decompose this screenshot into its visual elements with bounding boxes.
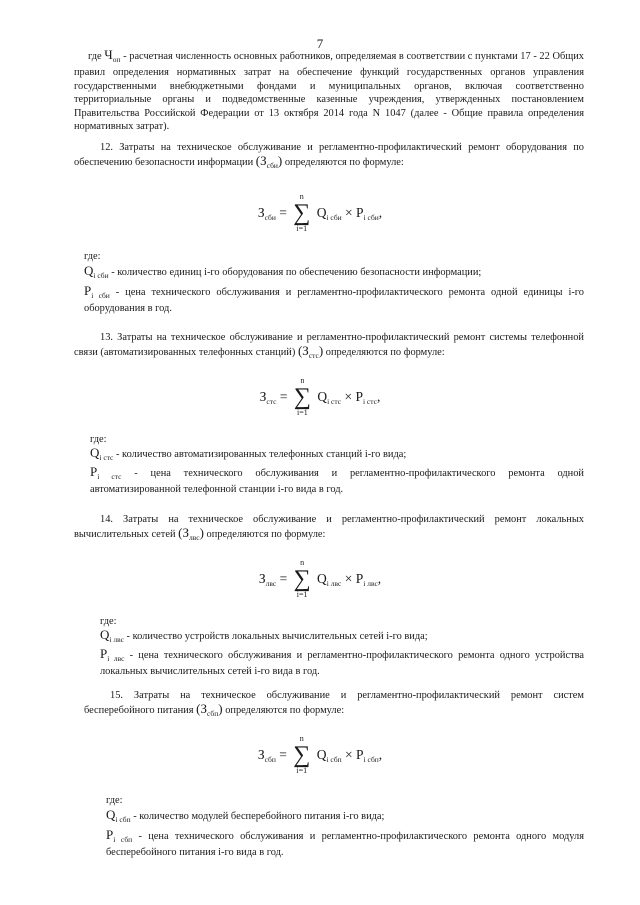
where-label-15: где: (106, 795, 123, 806)
intro-text: - расчетная численность основных работников, определяемая в соответствии с пунктами 17 - 22 Общих правил определения нормативных затрат на обеспечение функций государственных органов управления государственными внебюджетными фондами и муниципальных органов, включая соответственно территориальные органы и подведомственные казенные учреждения, утвержденных постановлением Правительства Российской Федерации от 13 октября 2014 года N 1047 (далее - Общие правила определения нормативных затрат). (74, 51, 584, 133)
sigma-15: n ∑ i=1 (293, 734, 311, 775)
z-symbol-15: $(З_{сбп})$ (196, 701, 223, 719)
q-definition-14: $Q_{i лвс}$ - количество устройств локальных вычислительных сетей i-го вида; (100, 627, 428, 644)
section-12-paragraph: 12. Затраты на техническое обслуживание и регламентно-профилактический ремонт оборудования по обеспечению безопасности информации $(З_{сби})$ определяются по формуле: (74, 142, 584, 171)
formula-13: $З_{стс}$ = n ∑ i=1 $Q_{i стс} \times P_{i стс}$, (259, 376, 381, 417)
p-definition-13: $P_{i стс}$ - цена технического обслуживания и регламентно-профилактического ремонта одной автоматизированной телефонной станции i-го вида в год. (90, 464, 584, 496)
where-label: где (88, 51, 102, 62)
section-13-paragraph: 13. Затраты на техническое обслуживание и регламентно-профилактический ремонт системы телефонной связи (автоматизированных телефонных станций) $(З_{стс})$ определяются по формуле: (74, 332, 584, 361)
q-definition-15: $Q_{i сбп}$ - количество модулей бесперебойного питания i-го вида; (106, 807, 385, 824)
where-label-13: где: (90, 434, 107, 445)
z-symbol-12: $(З_{сби})$ (255, 153, 283, 171)
p-definition-12: $P_{i сби}$ - цена технического обслуживания и регламентно-профилактического ремонта одной единицы i-го оборудования в год. (84, 283, 584, 315)
where-label-14: где: (100, 616, 117, 627)
formula-15: $З_{сбп}$ = n ∑ i=1 $Q_{i сбп} \times P_{i сбп}$, (257, 734, 383, 775)
section-15-paragraph: 15. Затраты на техническое обслуживание и регламентно-профилактический ремонт систем бесперебойного питания $(З_{сбп})$ определяются по формуле: (84, 690, 584, 719)
q-definition-13: $Q_{i стс}$ - количество автоматизированных телефонных станций i-го вида; (90, 445, 407, 462)
q-definition-12: $Q_{i сби}$ - количество единиц i-го оборудования по обеспечению безопасности информации; (84, 263, 482, 280)
sigma-13: n ∑ i=1 (293, 376, 311, 417)
sigma-14: n ∑ i=1 (293, 558, 311, 599)
z-symbol-14: $(З_{лвс})$ (178, 525, 204, 543)
formula-14: $З_{лвс}$ = n ∑ i=1 $Q_{i лвс} \times P_{i лвс}$, (258, 558, 382, 599)
z-symbol-13: $(З_{стс})$ (297, 343, 324, 361)
sigma-12: n ∑ i=1 (293, 192, 311, 233)
section-14-paragraph: 14. Затраты на техническое обслуживание и регламентно-профилактический ремонт локальных вычислительных сетей $(З_{лвс})$ определяются по формуле: (74, 514, 584, 543)
where-label-12: где: (84, 251, 101, 262)
intro-paragraph (74, 48, 584, 133)
ch-symbol: $Ч_{оп}$ (104, 47, 121, 64)
p-definition-15: $P_{i сбп}$ - цена технического обслуживания и регламентно-профилактического ремонта одного модуля бесперебойного питания i-го вида в год. (106, 827, 584, 859)
page-number: 7 (316, 36, 324, 51)
p-definition-14: $P_{i лвс}$ - цена технического обслуживания и регламентно-профилактического ремонта одного устройства локальных вычислительных сетей i-го вида в год. (100, 646, 585, 678)
formula-12: $З_{сби}$ = n ∑ i=1 $Q_{i сби} \times P_{i сби}$, (257, 192, 383, 233)
